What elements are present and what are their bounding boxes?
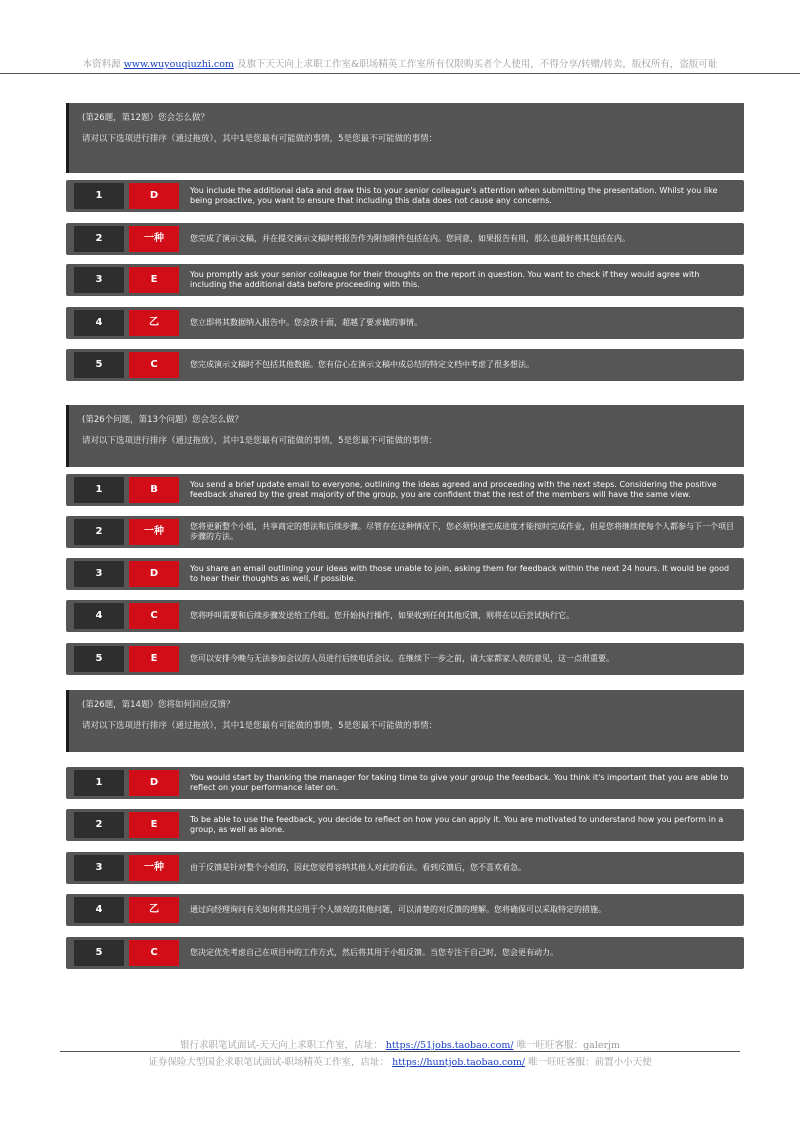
answer-option-row[interactable]	[66, 516, 744, 548]
option-text-container	[190, 558, 736, 590]
page-header-notice	[0, 56, 800, 70]
question-title: (第26个问题，第13个问题）您会怎么做？	[82, 415, 243, 425]
answer-label: 乙	[129, 897, 179, 923]
option-text: 您将更新整个小组，共享商定的想法和后续步骤。尽管存在这种情况下，您必须快速完成进度才能按时完成作业，但是您将继续使每个人都参与下一个项目步骤的方法。	[190, 522, 734, 541]
option-text: You promptly ask your senior colleague for their thoughts on the report in question. You want to check if they would agree with including the additional data before proceeding with this.	[190, 270, 700, 289]
question-instruction: 请对以下选项进行排序（通过拖放），其中1是您最有可能做的事情，5是您最不可能做的事情：	[82, 721, 438, 731]
rank-number: 1	[74, 477, 124, 503]
footer-2-post: 唯一旺旺客服：前置小小天使	[528, 1057, 652, 1068]
answer-label: C	[129, 940, 179, 966]
header-divider	[0, 73, 800, 74]
question-title: (第26题，第14题）您将如何回应反馈？	[82, 700, 235, 710]
answer-option-row[interactable]	[66, 180, 744, 212]
option-text: 您立即将其数据纳入报告中。您会放十面，超越了要求做的事情。	[190, 318, 422, 327]
option-text: You share an email outlining your ideas with those unable to join, asking them for feedback within the next 24 hours. It would be good to hear their thoughts as well, if possible.	[190, 564, 730, 583]
option-text-container	[190, 264, 736, 296]
option-text-container	[190, 643, 736, 675]
answer-label: D	[129, 561, 179, 587]
answer-option-row[interactable]	[66, 264, 744, 296]
answer-label: C	[129, 603, 179, 629]
option-text-container	[190, 809, 736, 841]
question-title: (第26题，第12题）您会怎么做？	[82, 113, 209, 123]
answer-label: 一种	[129, 855, 179, 881]
rank-number: 4	[74, 897, 124, 923]
option-text-container	[190, 937, 736, 969]
rank-number: 5	[74, 940, 124, 966]
answer-option-row[interactable]	[66, 474, 744, 506]
rank-number: 2	[74, 519, 124, 545]
answer-label: 一种	[129, 519, 179, 545]
option-text-container	[190, 307, 736, 339]
option-text: 您完成了演示文稿，并在提交演示文稿时将报告作为附加附件包括在内。您同意，如果报告有用，那么也最好将其包括在内。	[190, 234, 630, 243]
option-text-container	[190, 894, 736, 926]
footer-1-link[interactable]: https://51jobs.taobao.com/	[385, 1040, 514, 1051]
answer-option-row[interactable]	[66, 349, 744, 381]
header-text-pre: 本资料源	[82, 59, 121, 70]
option-text: You send a brief update email to everyone, outlining the ideas agreed and proceeding with the next steps. Considering the positive feedback shared by the great majority of the group, you are confident that the rest of the members will have the same view.	[190, 480, 717, 499]
answer-label: B	[129, 477, 179, 503]
question-instruction: 请对以下选项进行排序（通过拖放），其中1是您最有可能做的事情，5是您最不可能做的事情：	[82, 436, 438, 446]
rank-number: 3	[74, 267, 124, 293]
rank-number: 5	[74, 352, 124, 378]
question-header	[66, 690, 744, 752]
option-text: 您完成演示文稿时不包括其他数据。您有信心在演示文稿中成总结的特定文档中考虑了很多想法。	[190, 360, 534, 369]
footer-1-post: 唯一旺旺客服：galerjm	[516, 1040, 620, 1051]
option-text: 由于反馈是针对整个小组的，因此您觉得容纳其他人对此的看法。看到反馈后，您不喜欢看急。	[190, 863, 526, 872]
footer-divider	[60, 1051, 740, 1052]
option-text-container	[190, 767, 736, 799]
rank-number: 2	[74, 226, 124, 252]
answer-option-row[interactable]	[66, 307, 744, 339]
question-instruction: 请对以下选项进行排序（通过拖放），其中1是您最有可能做的事情，5是您最不可能做的事情：	[82, 134, 438, 144]
option-text: To be able to use the feedback, you decide to reflect on how you can apply it. You are motivated to understand how you perform in a group, as well as alone.	[190, 815, 724, 834]
answer-option-row[interactable]	[66, 809, 744, 841]
question-header	[66, 103, 744, 173]
rank-number: 3	[74, 561, 124, 587]
rank-number: 4	[74, 310, 124, 336]
option-text-container	[190, 180, 736, 212]
option-text: 通过向经理询问有关如何将其应用于个人绩效的其他问题，可以清楚的对反馈的理解。您将确保可以采取特定的措施。	[190, 905, 606, 914]
answer-label: E	[129, 646, 179, 672]
answer-label: D	[129, 183, 179, 209]
rank-number: 1	[74, 770, 124, 796]
answer-option-row[interactable]	[66, 894, 744, 926]
question-header	[66, 405, 744, 467]
answer-option-row[interactable]	[66, 852, 744, 884]
answer-label: E	[129, 812, 179, 838]
footer-2-link[interactable]: https://huntjob.taobao.com/	[392, 1057, 526, 1068]
answer-label: D	[129, 770, 179, 796]
answer-option-row[interactable]	[66, 937, 744, 969]
answer-label: E	[129, 267, 179, 293]
footer-2-pre: 证券保险大型国企求职笔试面试-职场精英工作室，店址：	[148, 1057, 390, 1068]
footer-line-1	[0, 1037, 800, 1051]
header-link[interactable]: www.wuyouqiuzhi.com	[123, 59, 234, 70]
answer-label: C	[129, 352, 179, 378]
answer-label: 一种	[129, 226, 179, 252]
answer-option-row[interactable]	[66, 767, 744, 799]
option-text-container	[190, 223, 736, 255]
footer-line-2	[0, 1054, 800, 1068]
option-text: 您可以安排今晚与无法参加会议的人员进行后续电话会议。在继续下一步之前，请大家都家人表的意见，这一点很重要。	[190, 654, 614, 663]
option-text: You include the additional data and draw this to your senior colleague's attention when submitting the presentation. Whilst you like being proactive, you want to ensure that including this data does not cause any concerns.	[190, 186, 718, 205]
answer-option-row[interactable]	[66, 558, 744, 590]
option-text: 您决定优先考虑自己在项目中的工作方式，然后将其用于小组反馈。当您专注于自己时，您会更有动力。	[190, 948, 558, 957]
option-text-container	[190, 474, 736, 506]
rank-number: 1	[74, 183, 124, 209]
answer-label: 乙	[129, 310, 179, 336]
rank-number: 5	[74, 646, 124, 672]
footer-1-pre: 银行求职笔试面试-天天向上求职工作室，店址：	[180, 1040, 383, 1051]
rank-number: 2	[74, 812, 124, 838]
header-text-post: 及旗下天天向上求职工作室&职场精英工作室所有仅限购买者个人使用，不得分享/转赠/转卖，版权所有，盗版可耻	[236, 59, 718, 70]
answer-option-row[interactable]	[66, 223, 744, 255]
option-text-container	[190, 349, 736, 381]
answer-option-row[interactable]	[66, 643, 744, 675]
option-text-container	[190, 852, 736, 884]
rank-number: 4	[74, 603, 124, 629]
option-text: You would start by thanking the manager for taking time to give your group the feedback. You think it's important that you are able to reflect on your performance later on.	[190, 773, 729, 792]
option-text: 您将呼叫需要和后续步骤发送给工作组。您开始执行操作，如果收到任何其他反馈，则将在以后尝试执行它。	[190, 611, 574, 620]
rank-number: 3	[74, 855, 124, 881]
option-text-container	[190, 516, 736, 548]
option-text-container	[190, 600, 736, 632]
answer-option-row[interactable]	[66, 600, 744, 632]
